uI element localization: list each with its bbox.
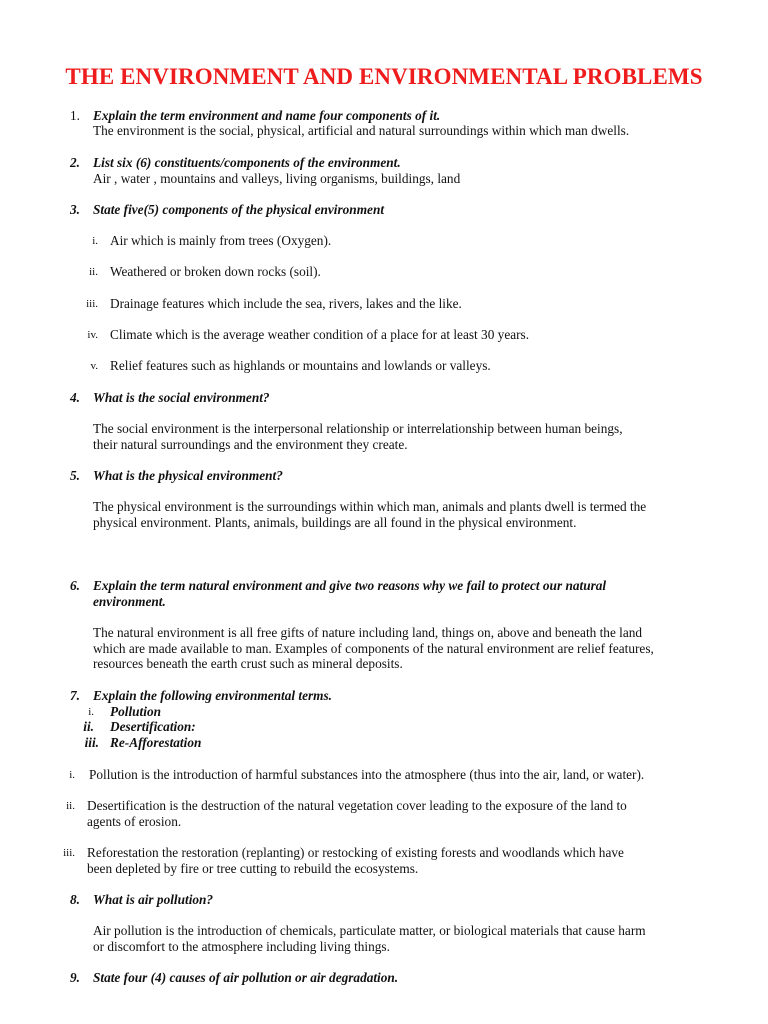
term-text: Re-Afforestation: [110, 735, 202, 750]
question-number: 8.: [70, 892, 80, 907]
question-text: environment.: [93, 594, 166, 609]
question-number: 4.: [70, 390, 80, 405]
term-text: Pollution: [110, 704, 161, 719]
answer-number: ii.: [66, 800, 75, 812]
list-item: Weathered or broken down rocks (soil).: [110, 264, 321, 279]
answer-text: their natural surroundings and the environment they create.: [93, 437, 408, 452]
answer-text: Pollution is the introduction of harmful substances into the atmosphere (thus into the air, land, or water).: [89, 767, 645, 782]
answer-text: Reforestation the restoration (replanting) or restocking of existing forests and woodlands which have: [87, 845, 624, 860]
list-item-number: iv.: [87, 329, 98, 341]
question-text: State four (4) causes of air pollution or air degradation.: [93, 970, 399, 985]
answer-text: agents of erosion.: [87, 814, 182, 829]
term-number: ii.: [83, 719, 94, 734]
question-text: State five(5) components of the physical environment: [93, 202, 385, 217]
term-number: i.: [88, 706, 94, 718]
page-title: THE ENVIRONMENT AND ENVIRONMENTAL PROBLEMS: [65, 64, 703, 89]
answer-text: Desertification is the destruction of the natural vegetation cover leading to the exposure of the land to: [87, 798, 627, 813]
question-text: Explain the term environment and name four components of it.: [93, 108, 441, 123]
question-number: 6.: [70, 578, 80, 593]
list-item: Drainage features which include the sea, rivers, lakes and the like.: [110, 296, 462, 311]
answer-number: iii.: [63, 847, 75, 859]
list-item: Relief features such as highlands or mountains and lowlands or valleys.: [110, 358, 491, 373]
answer-text: been depleted by fire or tree cutting to rebuild the ecosystems.: [87, 861, 419, 876]
answer-text: The physical environment is the surroundings within which man, animals and plants dwell is termed the: [93, 499, 647, 514]
answer-text: resources beneath the earth crust such as mineral deposits.: [93, 656, 403, 671]
question-text: What is the social environment?: [93, 390, 270, 405]
list-item-number: i.: [92, 235, 98, 247]
list-item-number: iii.: [86, 298, 98, 310]
answer-text: The natural environment is all free gifts of nature including land, things on, above and beneath the land: [93, 625, 643, 640]
list-item-number: v.: [90, 360, 98, 372]
question-text: What is air pollution?: [93, 892, 214, 907]
answer-text: The environment is the social, physical, artificial and natural surroundings within which man dwells.: [93, 123, 630, 138]
question-number: 5.: [70, 468, 80, 483]
list-item-number: ii.: [89, 266, 98, 278]
question-number: 3.: [70, 202, 80, 217]
answer-text: or discomfort to the atmosphere including living things.: [93, 939, 390, 954]
answer-text: The social environment is the interpersonal relationship or interrelationship between human beings,: [93, 421, 623, 436]
answer-number: i.: [69, 769, 75, 781]
question-text: List six (6) constituents/components of the environment.: [93, 155, 401, 170]
question-text: Explain the following environmental terms.: [93, 688, 333, 703]
answer-text: Air pollution is the introduction of chemicals, particulate matter, or biological materials that cause harm: [93, 923, 646, 938]
list-item: Climate which is the average weather condition of a place for at least 30 years.: [110, 327, 530, 342]
question-text: What is the physical environment?: [93, 468, 283, 483]
answer-text: Air , water , mountains and valleys, living organisms, buildings, land: [93, 171, 461, 186]
question-number: 2.: [70, 155, 80, 170]
term-number: iii.: [84, 735, 99, 750]
term-text: Desertification:: [110, 719, 196, 734]
question-number: 9.: [70, 970, 80, 985]
answer-text: physical environment. Plants, animals, buildings are all found in the physical environment.: [93, 515, 577, 530]
question-number: 7.: [70, 688, 80, 703]
answer-text: which are made available to man. Examples of components of the natural environment are relief features,: [93, 641, 654, 656]
question-number: 1.: [70, 108, 80, 123]
list-item: Air which is mainly from trees (Oxygen).: [110, 233, 332, 248]
question-text: Explain the term natural environment and give two reasons why we fail to protect our natural: [93, 578, 607, 593]
